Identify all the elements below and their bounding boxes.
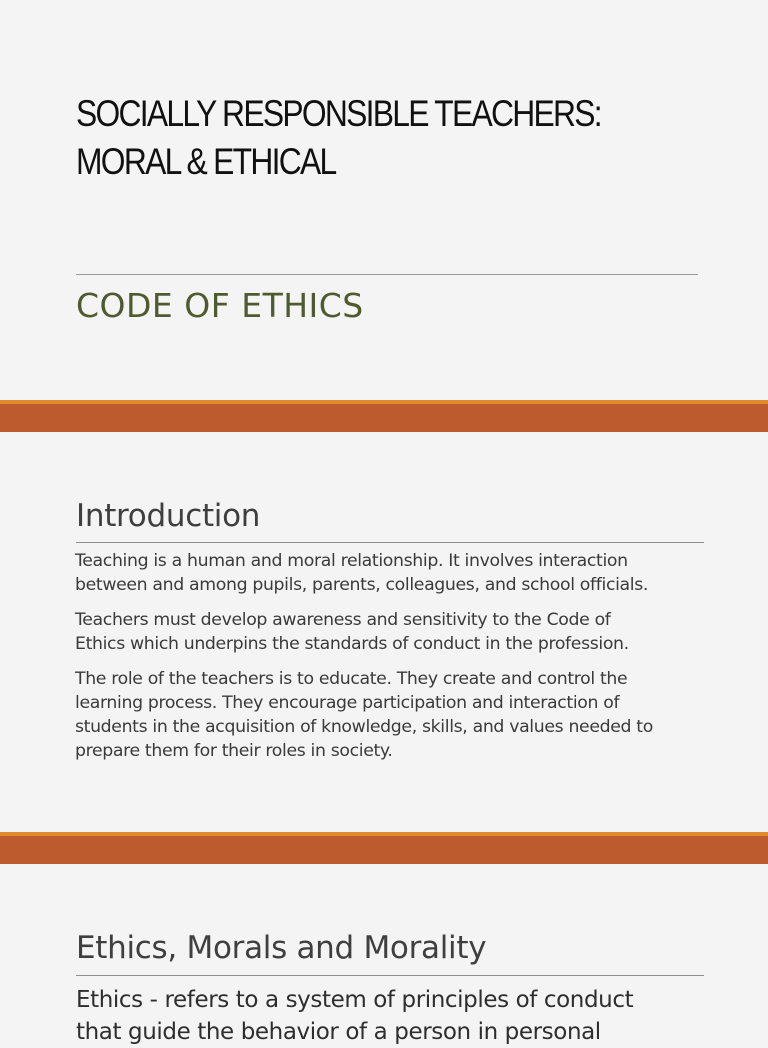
title-divider-line — [76, 274, 698, 275]
introduction-slide — [0, 432, 768, 832]
slide-title-line-1: SOCIALLY RESPONSIBLE TEACHERS: — [76, 93, 601, 134]
introduction-heading-rule — [76, 542, 704, 543]
introduction-heading: Introduction — [76, 498, 261, 534]
slide-subtitle: CODE OF ETHICS — [76, 286, 364, 325]
slide-separator-band — [0, 400, 768, 432]
introduction-body — [75, 549, 715, 774]
slide-separator-band — [0, 832, 768, 864]
introduction-paragraph-2: Teachers must develop awareness and sensitivity to the Code of Ethics which underpins the standards of conduct in the profession. — [75, 610, 629, 654]
slide-title — [76, 90, 626, 186]
ethics-heading: Ethics, Morals and Morality — [76, 930, 487, 966]
introduction-paragraph-3: The role of the teachers is to educate. They create and control the learning process. They encourage participation and interaction of students in the acquisition of knowledge, skills, and values needed to prepare them for their roles in society. — [75, 669, 653, 761]
ethics-definition: Ethics - refers to a system of principles of conduct that guide the behavior of a person in personal — [76, 987, 634, 1045]
slide-title-line-2: MORAL & ETHICAL — [76, 141, 336, 182]
ethics-heading-rule — [76, 975, 704, 976]
title-slide — [0, 0, 768, 400]
ethics-slide — [0, 864, 768, 1045]
introduction-paragraph-1: Teaching is a human and moral relationship. It involves interaction between and among pupils, parents, colleagues, and school officials. — [75, 551, 649, 595]
